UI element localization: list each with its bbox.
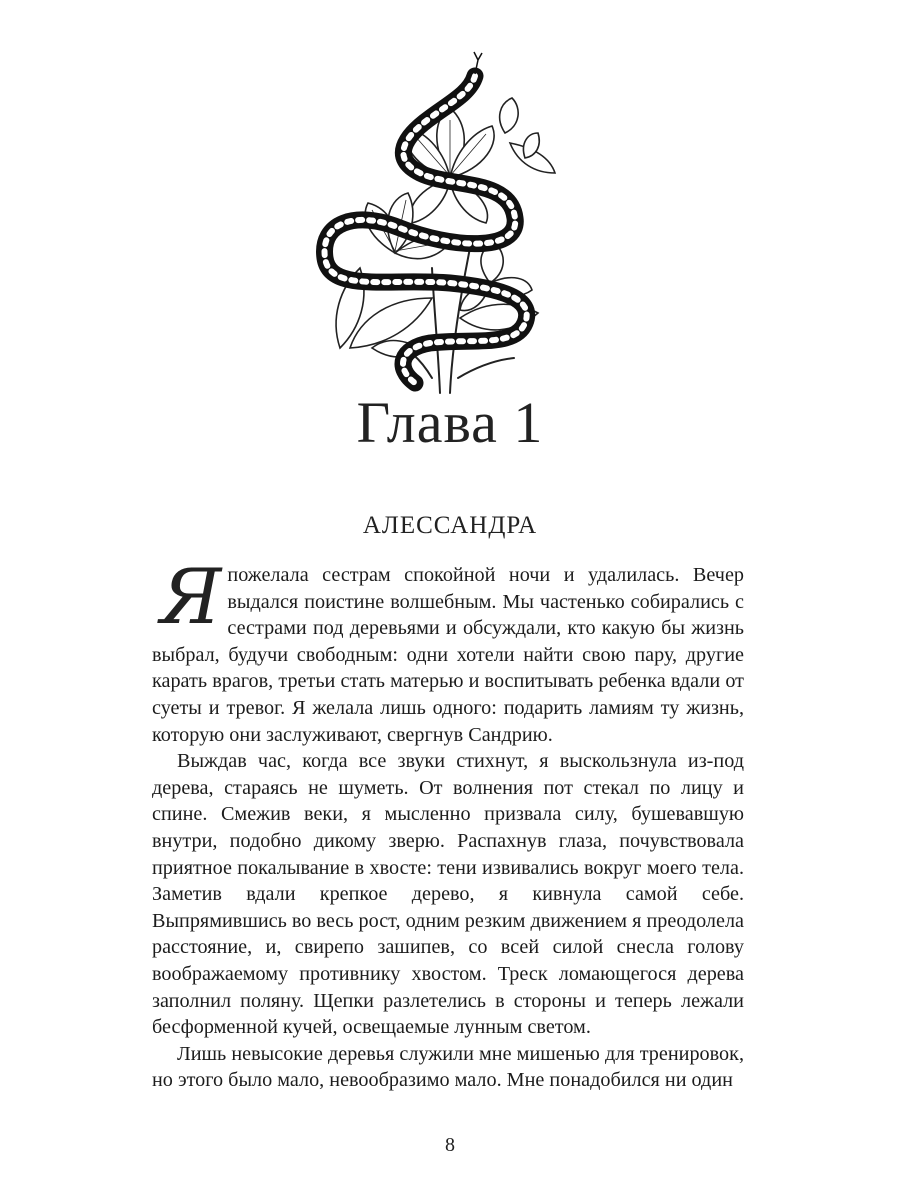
- chapter-body: [152, 552, 744, 1094]
- paragraph: Выждав час, когда все звуки стихнут, я выскользнула из-под дерева, стараясь не шуметь. От волнения пот стекал по лицу и спине. Смежив веки, я мысленно призвала силу, бушевавшую внутри, подобно дикому зверю. Распахнув глаза, почувствовала приятное покалывание в хвосте: тени извивались вокруг моего тела. Заметив вдали крепкое дерево, я кивнула самой себе. Выпрямившись во весь рост, одним резким движением я преодолела расстояние, и, свирепо зашипев, со всей силой снесла голову воображаемому противнику хвостом. Треск ломающегося дерева заполнил поляну. Щепки разлетелись в стороны и теперь лежали бесформенной кучей, освещаемые лунным светом.: [152, 750, 744, 1039]
- drop-cap: Я: [160, 552, 222, 641]
- flower-bud: [500, 98, 519, 133]
- chapter-pov-name: АЛЕССАНДРА: [362, 512, 538, 539]
- paragraph: Лишь невысокие деревья служили мне мишенью для тренировок, но этого было мало, невообразимо мало. Мне понадобился ни один: [152, 1042, 744, 1092]
- paragraph-text: пожелала сестрам спокойной ночи и удалилась. Вечер выдался поистине волшебным. Мы частенько собирались с сестрами под деревьями и обсуждали, кто какую бы жизнь выбрал, будучи свободным: одни хотели найти свою пару, другие карать врагов, третьи стать матерью и воспитывать ребенка вдали от суеты и тревог. Я желала лишь одного: подарить ламиям ту жизнь, которую они заслуживают, свергнув Сандрию.: [152, 564, 744, 746]
- paragraph: [152, 552, 744, 748]
- snake-with-flowers-icon: [300, 48, 570, 398]
- page-number: 8: [445, 1134, 455, 1156]
- chapter-title: Глава 1: [356, 390, 544, 455]
